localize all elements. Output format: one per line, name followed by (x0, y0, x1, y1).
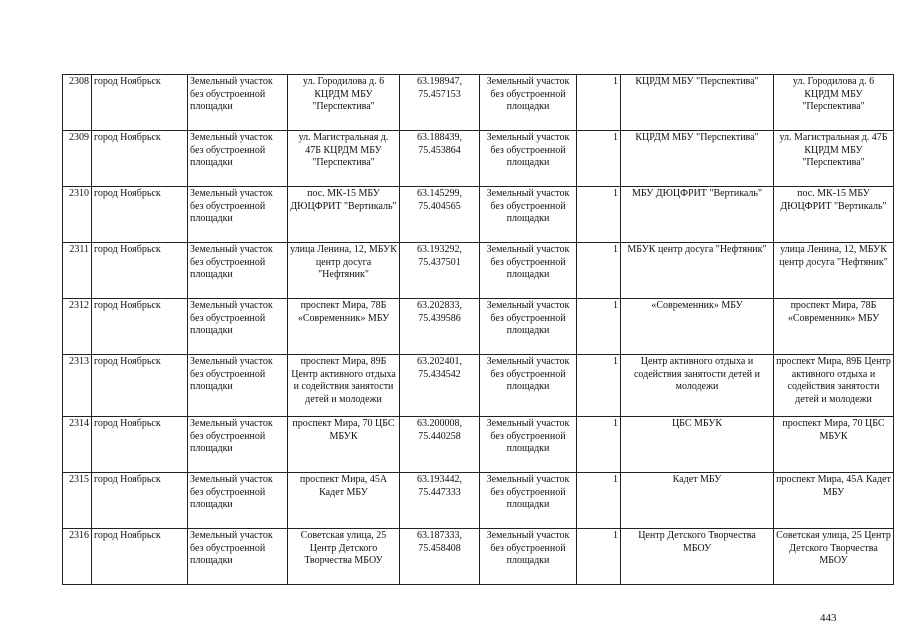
site-kind-cell: Земельный участок без обустроенной площадки (480, 299, 577, 355)
organization-cell: Кадет МБУ (621, 473, 774, 529)
object-type-cell: Земельный участок без обустроенной площадки (188, 529, 288, 585)
organization-cell: ЦБС МБУК (621, 417, 774, 473)
organization-cell: «Современник» МБУ (621, 299, 774, 355)
site-kind-cell: Земельный участок без обустроенной площадки (480, 75, 577, 131)
count-cell: 1 (577, 299, 621, 355)
address-cell: проспект Мира, 78Б «Современник» МБУ (288, 299, 400, 355)
row-number: 2314 (63, 417, 92, 473)
table-row (63, 187, 894, 243)
organization-address-cell: проспект Мира, 89Б Центр активного отдыха и содействия занятости детей и молодежи (774, 355, 894, 417)
site-kind-cell: Земельный участок без обустроенной площадки (480, 243, 577, 299)
coordinates-cell: 63.193442, 75.447333 (400, 473, 480, 529)
sites-table (62, 74, 894, 585)
city-cell: город Ноябрьск (92, 131, 188, 187)
row-number: 2309 (63, 131, 92, 187)
table-row (63, 529, 894, 585)
table-row (63, 75, 894, 131)
object-type-cell: Земельный участок без обустроенной площадки (188, 75, 288, 131)
object-type-cell: Земельный участок без обустроенной площадки (188, 417, 288, 473)
organization-address-cell: Советская улица, 25 Центр Детского Творчества МБОУ (774, 529, 894, 585)
address-cell: проспект Мира, 89Б Центр активного отдыха и содействия занятости детей и молодежи (288, 355, 400, 417)
count-cell: 1 (577, 473, 621, 529)
city-cell: город Ноябрьск (92, 187, 188, 243)
object-type-cell: Земельный участок без обустроенной площадки (188, 355, 288, 417)
site-kind-cell: Земельный участок без обустроенной площадки (480, 131, 577, 187)
object-type-cell: Земельный участок без обустроенной площадки (188, 131, 288, 187)
table-row (63, 131, 894, 187)
count-cell: 1 (577, 355, 621, 417)
coordinates-cell: 63.187333, 75.458408 (400, 529, 480, 585)
site-kind-cell: Земельный участок без обустроенной площадки (480, 473, 577, 529)
organization-address-cell: пос. МК-15 МБУ ДЮЦФРИТ "Вертикаль" (774, 187, 894, 243)
city-cell: город Ноябрьск (92, 355, 188, 417)
coordinates-cell: 63.200008, 75.440258 (400, 417, 480, 473)
coordinates-cell: 63.202401, 75.434542 (400, 355, 480, 417)
address-cell: улица Ленина, 12, МБУК центр досуга "Нефтяник" (288, 243, 400, 299)
city-cell: город Ноябрьск (92, 299, 188, 355)
city-cell: город Ноябрьск (92, 529, 188, 585)
table-row (63, 299, 894, 355)
row-number: 2316 (63, 529, 92, 585)
count-cell: 1 (577, 75, 621, 131)
row-number: 2308 (63, 75, 92, 131)
site-kind-cell: Земельный участок без обустроенной площадки (480, 355, 577, 417)
address-cell: Советская улица, 25 Центр Детского Творчества МБОУ (288, 529, 400, 585)
coordinates-cell: 63.193292, 75.437501 (400, 243, 480, 299)
city-cell: город Ноябрьск (92, 243, 188, 299)
row-number: 2311 (63, 243, 92, 299)
city-cell: город Ноябрьск (92, 75, 188, 131)
address-cell: ул. Магистральная д. 47Б КЦРДМ МБУ "Перспектива" (288, 131, 400, 187)
object-type-cell: Земельный участок без обустроенной площадки (188, 243, 288, 299)
table-row (63, 355, 894, 417)
table-row (63, 243, 894, 299)
count-cell: 1 (577, 131, 621, 187)
organization-address-cell: ул. Городилова д. 6 КЦРДМ МБУ "Перспектива" (774, 75, 894, 131)
coordinates-cell: 63.188439, 75.453864 (400, 131, 480, 187)
table-row (63, 417, 894, 473)
address-cell: пос. МК-15 МБУ ДЮЦФРИТ "Вертикаль" (288, 187, 400, 243)
site-kind-cell: Земельный участок без обустроенной площадки (480, 417, 577, 473)
row-number: 2315 (63, 473, 92, 529)
coordinates-cell: 63.202833, 75.439586 (400, 299, 480, 355)
count-cell: 1 (577, 529, 621, 585)
object-type-cell: Земельный участок без обустроенной площадки (188, 187, 288, 243)
address-cell: проспект Мира, 45А Кадет МБУ (288, 473, 400, 529)
organization-cell: КЦРДМ МБУ "Перспектива" (621, 75, 774, 131)
count-cell: 1 (577, 187, 621, 243)
city-cell: город Ноябрьск (92, 473, 188, 529)
organization-cell: МБУ ДЮЦФРИТ "Вертикаль" (621, 187, 774, 243)
coordinates-cell: 63.145299, 75.404565 (400, 187, 480, 243)
table-row (63, 473, 894, 529)
organization-address-cell: ул. Магистральная д. 47Б КЦРДМ МБУ "Перспектива" (774, 131, 894, 187)
row-number: 2310 (63, 187, 92, 243)
organization-address-cell: проспект Мира, 70 ЦБС МБУК (774, 417, 894, 473)
site-kind-cell: Земельный участок без обустроенной площадки (480, 187, 577, 243)
city-cell: город Ноябрьск (92, 417, 188, 473)
coordinates-cell: 63.198947, 75.457153 (400, 75, 480, 131)
row-number: 2312 (63, 299, 92, 355)
address-cell: ул. Городилова д. 6 КЦРДМ МБУ "Перспектива" (288, 75, 400, 131)
organization-cell: Центр активного отдыха и содействия занятости детей и молодежи (621, 355, 774, 417)
row-number: 2313 (63, 355, 92, 417)
organization-cell: МБУК центр досуга "Нефтяник" (621, 243, 774, 299)
organization-address-cell: улица Ленина, 12, МБУК центр досуга "Нефтяник" (774, 243, 894, 299)
organization-address-cell: проспект Мира, 45А Кадет МБУ (774, 473, 894, 529)
object-type-cell: Земельный участок без обустроенной площадки (188, 473, 288, 529)
object-type-cell: Земельный участок без обустроенной площадки (188, 299, 288, 355)
count-cell: 1 (577, 243, 621, 299)
organization-address-cell: проспект Мира, 78Б «Современник» МБУ (774, 299, 894, 355)
organization-cell: КЦРДМ МБУ "Перспектива" (621, 131, 774, 187)
site-kind-cell: Земельный участок без обустроенной площадки (480, 529, 577, 585)
count-cell: 1 (577, 417, 621, 473)
page-number: 443 (820, 612, 837, 624)
organization-cell: Центр Детского Творчества МБОУ (621, 529, 774, 585)
address-cell: проспект Мира, 70 ЦБС МБУК (288, 417, 400, 473)
